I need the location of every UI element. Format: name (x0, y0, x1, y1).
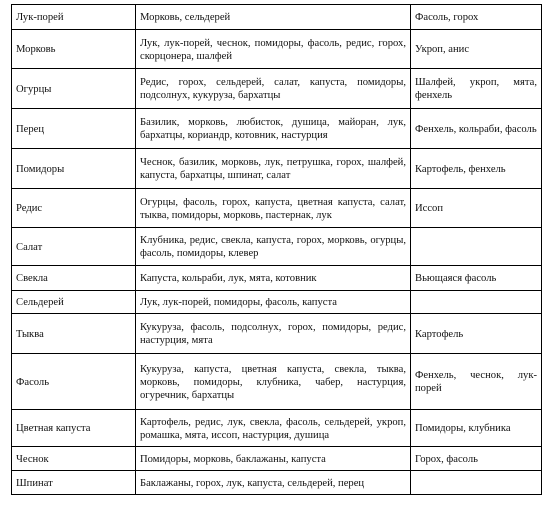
table-row (12, 109, 542, 149)
bad-neighbors-cell: Фенхель, чеснок, лук-порей (411, 354, 542, 410)
table-row (12, 189, 542, 228)
plant-cell: Шпинат (12, 471, 136, 495)
bad-neighbors-cell (411, 291, 542, 314)
plant-cell: Цветная капуста (12, 410, 136, 447)
bad-neighbors-cell: Иссоп (411, 189, 542, 228)
plant-cell: Свекла (12, 266, 136, 291)
plant-cell: Сельдерей (12, 291, 136, 314)
table-row (12, 149, 542, 189)
bad-neighbors-cell: Фасоль, горох (411, 5, 542, 30)
good-neighbors-cell: Баклажаны, горох, лук, капуста, сельдерей, перец (136, 471, 411, 495)
plant-cell: Морковь (12, 30, 136, 69)
bad-neighbors-cell: Картофель, фенхель (411, 149, 542, 189)
bad-neighbors-cell: Картофель (411, 314, 542, 354)
table-row (12, 69, 542, 109)
table-row (12, 354, 542, 410)
bad-neighbors-cell: Горох, фасоль (411, 447, 542, 471)
plant-cell: Чеснок (12, 447, 136, 471)
bad-neighbors-cell (411, 228, 542, 266)
table-body (12, 5, 542, 495)
good-neighbors-cell: Клубника, редис, свекла, капуста, горох, морковь, огурцы, фасоль, помидоры, клевер (136, 228, 411, 266)
plant-cell: Помидоры (12, 149, 136, 189)
table-row (12, 266, 542, 291)
bad-neighbors-cell: Шалфей, укроп, мята, фенхель (411, 69, 542, 109)
table-row (12, 5, 542, 30)
good-neighbors-cell: Базилик, морковь, любисток, душица, майоран, лук, бархатцы, кориандр, котовник, настурция (136, 109, 411, 149)
bad-neighbors-cell (411, 471, 542, 495)
table-row (12, 471, 542, 495)
plant-cell: Фасоль (12, 354, 136, 410)
companion-planting-table (11, 4, 542, 495)
good-neighbors-cell: Редис, горох, сельдерей, салат, капуста, помидоры, подсолнух, кукуруза, бархатцы (136, 69, 411, 109)
good-neighbors-cell: Кукуруза, фасоль, подсолнух, горох, помидоры, редис, настурция, мята (136, 314, 411, 354)
good-neighbors-cell: Огурцы, фасоль, горох, капуста, цветная капуста, салат, тыква, помидоры, морковь, пастернак, лук (136, 189, 411, 228)
table-row (12, 30, 542, 69)
good-neighbors-cell: Кукуруза, капуста, цветная капуста, свекла, тыква, морковь, помидоры, клубника, чабер, настурция, огуречник, бархатцы (136, 354, 411, 410)
table-row (12, 228, 542, 266)
bad-neighbors-cell: Укроп, анис (411, 30, 542, 69)
good-neighbors-cell: Помидоры, морковь, баклажаны, капуста (136, 447, 411, 471)
plant-cell: Тыква (12, 314, 136, 354)
good-neighbors-cell: Лук, лук-порей, чеснок, помидоры, фасоль, редис, горох, скорцонера, шалфей (136, 30, 411, 69)
table-row (12, 447, 542, 471)
good-neighbors-cell: Морковь, сельдерей (136, 5, 411, 30)
bad-neighbors-cell: Помидоры, клубника (411, 410, 542, 447)
table-row (12, 291, 542, 314)
good-neighbors-cell: Лук, лук-порей, помидоры, фасоль, капуста (136, 291, 411, 314)
plant-cell: Перец (12, 109, 136, 149)
plant-cell: Редис (12, 189, 136, 228)
plant-cell: Огурцы (12, 69, 136, 109)
good-neighbors-cell: Капуста, кольраби, лук, мята, котовник (136, 266, 411, 291)
table-row (12, 314, 542, 354)
good-neighbors-cell: Картофель, редис, лук, свекла, фасоль, сельдерей, укроп, ромашка, мята, иссоп, настурция, душица (136, 410, 411, 447)
plant-cell: Салат (12, 228, 136, 266)
plant-cell: Лук-порей (12, 5, 136, 30)
good-neighbors-cell: Чеснок, базилик, морковь, лук, петрушка, горох, шалфей, капуста, бархатцы, шпинат, салат (136, 149, 411, 189)
table-row (12, 410, 542, 447)
bad-neighbors-cell: Фенхель, кольраби, фасоль (411, 109, 542, 149)
bad-neighbors-cell: Вьющаяся фасоль (411, 266, 542, 291)
